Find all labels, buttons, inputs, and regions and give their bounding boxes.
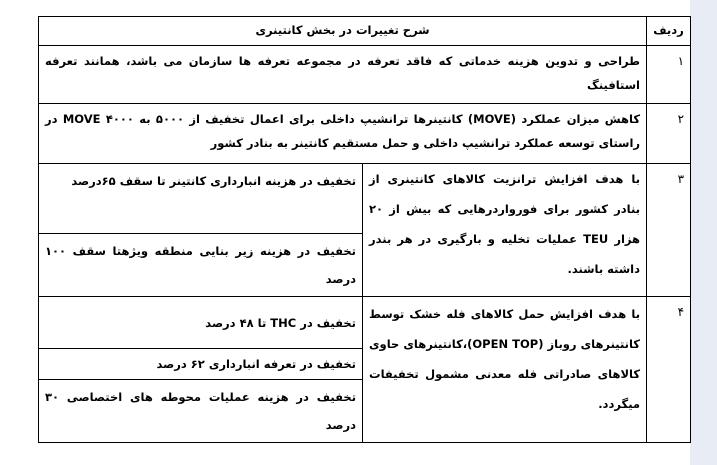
header-row-number: ردیف: [647, 17, 691, 46]
changes-table: [38, 16, 691, 443]
row-description: کاهش میزان عملکرد (MOVE) کانتینرها ترانشیپ داخلی برای اعمال تخفیف از ۵۰۰۰ به ۴۰۰۰ MOVE در راستای توسعه عملکرد ترانشیپ داخلی و حمل مستقیم کانتینر به بنادر کشور: [39, 104, 647, 164]
table-row: [39, 297, 691, 349]
row-number: ۱: [647, 46, 691, 104]
discount-cell: تخفیف در هزینه عملیات محوطه های اختصاصی ۳۰ درصد: [39, 380, 363, 443]
discount-cell: تخفیف در تعرفه انبارداری ۶۲ درصد: [39, 349, 363, 380]
row-description: طراحی و تدوین هزینه خدماتی که فاقد تعرفه در مجموعه تعرفه ها سازمان می باشد، همانند تعرفه استافینگ: [39, 46, 647, 104]
row-description: با هدف افزایش ترانزیت کالاهای کانتینری از بنادر کشور برای فورواردرهایی که بیش از ۲۰ هزار TEU عملیات تخلیه و بارگیری در هر بندر داشته باشند.: [363, 164, 647, 297]
table-row: [39, 164, 691, 234]
table-row: [39, 46, 691, 104]
row-number: ۲: [647, 104, 691, 164]
row-description: با هدف افزایش حمل کالاهای فله خشک توسط کانتینرهای روباز (OPEN TOP)،کانتینرهای حاوی کالاهای صادراتی فله معدنی مشمول تخفیفات میگردد.: [363, 297, 647, 443]
discount-cell: تخفیف در هزینه زیر بنایی منطقه ویژهتا سقف ۱۰۰ درصد: [39, 234, 363, 297]
table-row: [39, 104, 691, 164]
header-description: شرح تغییرات در بخش کانتینری: [39, 17, 647, 46]
discount-cell: تخفیف در THC تا ۴۸ درصد: [39, 297, 363, 349]
row-number: ۳: [647, 164, 691, 297]
side-panel-strip: [690, 0, 717, 465]
discount-cell: تخفیف در هزینه انبارداری کانتینر تا سقف ۶۵درصد: [39, 164, 363, 234]
row-number: ۴: [647, 297, 691, 443]
table-header-row: [39, 17, 691, 46]
